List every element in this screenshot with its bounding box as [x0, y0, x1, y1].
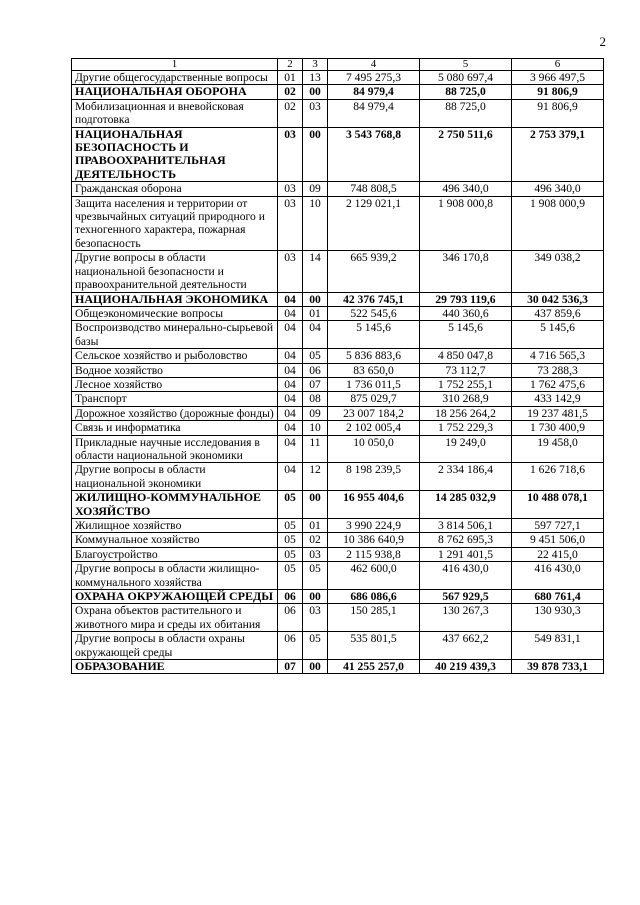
row-value-year1: 83 650,0	[328, 363, 420, 377]
row-value-year3: 1 762 475,6	[512, 377, 604, 391]
row-subsection-code: 07	[303, 377, 328, 391]
page-number: 2	[599, 34, 606, 49]
row-section-code: 05	[278, 562, 303, 590]
row-name: ЖИЛИЩНО-КОММУНАЛЬНОЕ ХОЗЯЙСТВО	[72, 491, 278, 519]
row-subsection-code: 10	[303, 421, 328, 435]
table-row	[72, 182, 604, 196]
row-section-code: 01	[278, 71, 303, 85]
row-value-year2: 18 256 264,2	[420, 406, 512, 420]
row-name: НАЦИОНАЛЬНАЯ БЕЗОПАСНОСТЬ И ПРАВООХРАНИТЕЛЬНАЯ ДЕЯТЕЛЬНОСТЬ	[72, 127, 278, 182]
row-value-year1: 84 979,4	[328, 85, 420, 99]
table-row	[72, 292, 604, 306]
row-section-code: 04	[278, 349, 303, 363]
table-row	[72, 71, 604, 85]
row-section-code: 05	[278, 491, 303, 519]
row-name: НАЦИОНАЛЬНАЯ ОБОРОНА	[72, 85, 278, 99]
row-subsection-code: 05	[303, 632, 328, 660]
row-section-code: 04	[278, 421, 303, 435]
table-row	[72, 349, 604, 363]
header-cell-2: 2	[278, 59, 303, 71]
budget-table	[71, 58, 604, 674]
row-section-code: 05	[278, 533, 303, 547]
row-subsection-code: 00	[303, 292, 328, 306]
row-section-code: 06	[278, 632, 303, 660]
table-row	[72, 85, 604, 99]
row-name: Другие вопросы в области национальной экономики	[72, 463, 278, 491]
table-row	[72, 406, 604, 420]
table-row	[72, 463, 604, 491]
row-value-year3: 3 966 497,5	[512, 71, 604, 85]
row-value-year2: 5 145,6	[420, 321, 512, 349]
row-value-year3: 19 458,0	[512, 435, 604, 463]
table-header-row	[72, 59, 604, 71]
row-section-code: 04	[278, 363, 303, 377]
row-value-year3: 416 430,0	[512, 562, 604, 590]
row-value-year3: 39 878 733,1	[512, 660, 604, 674]
row-value-year2: 310 268,9	[420, 392, 512, 406]
row-name: Другие общегосударственные вопросы	[72, 71, 278, 85]
row-name: НАЦИОНАЛЬНАЯ ЭКОНОМИКА	[72, 292, 278, 306]
table-row	[72, 306, 604, 320]
row-section-code: 07	[278, 660, 303, 674]
row-value-year3: 1 908 000,9	[512, 196, 604, 251]
row-value-year1: 665 939,2	[328, 251, 420, 292]
row-value-year2: 437 662,2	[420, 632, 512, 660]
row-subsection-code: 04	[303, 321, 328, 349]
table-row	[72, 632, 604, 660]
header-cell-1: 1	[72, 59, 278, 71]
row-section-code: 05	[278, 519, 303, 533]
row-section-code: 03	[278, 251, 303, 292]
header-cell-3: 3	[303, 59, 328, 71]
table-row	[72, 127, 604, 182]
row-subsection-code: 02	[303, 533, 328, 547]
row-name: Другие вопросы в области национальной безопасности и правоохранительной деятельности	[72, 251, 278, 292]
row-value-year1: 150 285,1	[328, 604, 420, 632]
table-row	[72, 377, 604, 391]
row-subsection-code: 00	[303, 590, 328, 604]
row-value-year2: 440 360,6	[420, 306, 512, 320]
row-value-year3: 680 761,4	[512, 590, 604, 604]
row-name: Воспроизводство минерально-сырьевой базы	[72, 321, 278, 349]
row-value-year1: 522 545,6	[328, 306, 420, 320]
table-row	[72, 392, 604, 406]
row-section-code: 02	[278, 99, 303, 127]
table-row	[72, 491, 604, 519]
row-name: Общеэкономические вопросы	[72, 306, 278, 320]
row-name: Другие вопросы в области охраны окружающей среды	[72, 632, 278, 660]
row-value-year3: 349 038,2	[512, 251, 604, 292]
row-value-year2: 14 285 032,9	[420, 491, 512, 519]
row-value-year1: 16 955 404,6	[328, 491, 420, 519]
header-cell-5: 5	[420, 59, 512, 71]
row-value-year1: 8 198 239,5	[328, 463, 420, 491]
table-row	[72, 363, 604, 377]
row-value-year1: 3 543 768,8	[328, 127, 420, 182]
row-value-year1: 10 386 640,9	[328, 533, 420, 547]
row-section-code: 06	[278, 590, 303, 604]
row-value-year3: 130 930,3	[512, 604, 604, 632]
row-section-code: 04	[278, 377, 303, 391]
row-value-year2: 1 752 255,1	[420, 377, 512, 391]
row-value-year3: 1 626 718,6	[512, 463, 604, 491]
row-value-year3: 19 237 481,5	[512, 406, 604, 420]
row-value-year2: 3 814 506,1	[420, 519, 512, 533]
row-name: Водное хозяйство	[72, 363, 278, 377]
row-section-code: 04	[278, 463, 303, 491]
row-value-year2: 567 929,5	[420, 590, 512, 604]
row-name: Сельское хозяйство и рыболовство	[72, 349, 278, 363]
row-section-code: 05	[278, 547, 303, 561]
row-value-year1: 2 102 005,4	[328, 421, 420, 435]
row-value-year2: 88 725,0	[420, 85, 512, 99]
row-name: ОХРАНА ОКРУЖАЮЩЕЙ СРЕДЫ	[72, 590, 278, 604]
row-value-year3: 433 142,9	[512, 392, 604, 406]
row-value-year1: 84 979,4	[328, 99, 420, 127]
row-value-year3: 10 488 078,1	[512, 491, 604, 519]
row-value-year1: 1 736 011,5	[328, 377, 420, 391]
row-section-code: 04	[278, 392, 303, 406]
row-name: Коммунальное хозяйство	[72, 533, 278, 547]
row-name: Благоустройство	[72, 547, 278, 561]
row-name: Прикладные научные исследования в области национальной экономики	[72, 435, 278, 463]
row-value-year2: 29 793 119,6	[420, 292, 512, 306]
header-cell-4: 4	[328, 59, 420, 71]
row-value-year1: 2 115 938,8	[328, 547, 420, 561]
row-subsection-code: 12	[303, 463, 328, 491]
row-value-year3: 91 806,9	[512, 85, 604, 99]
table-row	[72, 590, 604, 604]
row-subsection-code: 03	[303, 99, 328, 127]
header-cell-6: 6	[512, 59, 604, 71]
row-value-year2: 8 762 695,3	[420, 533, 512, 547]
row-value-year2: 346 170,8	[420, 251, 512, 292]
table-row	[72, 604, 604, 632]
row-name: Лесное хозяйство	[72, 377, 278, 391]
row-section-code: 02	[278, 85, 303, 99]
row-section-code: 04	[278, 321, 303, 349]
row-subsection-code: 09	[303, 406, 328, 420]
row-section-code: 04	[278, 292, 303, 306]
row-value-year1: 23 007 184,2	[328, 406, 420, 420]
row-section-code: 04	[278, 406, 303, 420]
row-value-year2: 88 725,0	[420, 99, 512, 127]
row-section-code: 06	[278, 604, 303, 632]
row-subsection-code: 14	[303, 251, 328, 292]
table-row	[72, 435, 604, 463]
row-value-year1: 875 029,7	[328, 392, 420, 406]
row-value-year3: 5 145,6	[512, 321, 604, 349]
row-value-year1: 41 255 257,0	[328, 660, 420, 674]
row-value-year1: 462 600,0	[328, 562, 420, 590]
row-value-year1: 42 376 745,1	[328, 292, 420, 306]
row-value-year3: 91 806,9	[512, 99, 604, 127]
row-value-year3: 2 753 379,1	[512, 127, 604, 182]
table-row	[72, 321, 604, 349]
row-value-year1: 535 801,5	[328, 632, 420, 660]
row-subsection-code: 00	[303, 660, 328, 674]
row-value-year2: 40 219 439,3	[420, 660, 512, 674]
row-value-year2: 5 080 697,4	[420, 71, 512, 85]
row-value-year1: 10 050,0	[328, 435, 420, 463]
row-section-code: 03	[278, 127, 303, 182]
row-value-year2: 2 750 511,6	[420, 127, 512, 182]
row-value-year1: 2 129 021,1	[328, 196, 420, 251]
row-name: ОБРАЗОВАНИЕ	[72, 660, 278, 674]
row-value-year3: 1 730 400,9	[512, 421, 604, 435]
table-row	[72, 660, 604, 674]
row-subsection-code: 10	[303, 196, 328, 251]
table-row	[72, 421, 604, 435]
row-subsection-code: 01	[303, 519, 328, 533]
row-value-year3: 22 415,0	[512, 547, 604, 561]
row-value-year2: 416 430,0	[420, 562, 512, 590]
row-value-year3: 437 859,6	[512, 306, 604, 320]
row-value-year3: 9 451 506,0	[512, 533, 604, 547]
table-row	[72, 251, 604, 292]
row-value-year1: 3 990 224,9	[328, 519, 420, 533]
row-name: Гражданская оборона	[72, 182, 278, 196]
row-name: Связь и информатика	[72, 421, 278, 435]
row-value-year2: 19 249,0	[420, 435, 512, 463]
row-value-year2: 1 752 229,3	[420, 421, 512, 435]
row-name: Мобилизационная и вневойсковая подготовка	[72, 99, 278, 127]
row-subsection-code: 09	[303, 182, 328, 196]
row-value-year1: 748 808,5	[328, 182, 420, 196]
row-subsection-code: 11	[303, 435, 328, 463]
table-row	[72, 99, 604, 127]
row-value-year3: 597 727,1	[512, 519, 604, 533]
table-row	[72, 533, 604, 547]
row-subsection-code: 05	[303, 562, 328, 590]
row-value-year2: 2 334 186,4	[420, 463, 512, 491]
row-value-year1: 7 495 275,3	[328, 71, 420, 85]
row-subsection-code: 03	[303, 547, 328, 561]
row-value-year2: 1 908 000,8	[420, 196, 512, 251]
row-name: Дорожное хозяйство (дорожные фонды)	[72, 406, 278, 420]
table-row	[72, 562, 604, 590]
row-value-year2: 4 850 047,8	[420, 349, 512, 363]
row-value-year1: 5 145,6	[328, 321, 420, 349]
row-subsection-code: 08	[303, 392, 328, 406]
row-value-year3: 30 042 536,3	[512, 292, 604, 306]
row-subsection-code: 05	[303, 349, 328, 363]
row-name: Транспорт	[72, 392, 278, 406]
row-section-code: 03	[278, 196, 303, 251]
row-value-year1: 5 836 883,6	[328, 349, 420, 363]
row-value-year3: 549 831,1	[512, 632, 604, 660]
row-subsection-code: 06	[303, 363, 328, 377]
row-value-year2: 496 340,0	[420, 182, 512, 196]
row-section-code: 04	[278, 306, 303, 320]
row-value-year3: 73 288,3	[512, 363, 604, 377]
row-subsection-code: 00	[303, 491, 328, 519]
row-value-year3: 4 716 565,3	[512, 349, 604, 363]
row-name: Защита населения и территории от чрезвычайных ситуаций природного и техногенного характера, пожарная безопасность	[72, 196, 278, 251]
row-subsection-code: 03	[303, 604, 328, 632]
row-subsection-code: 00	[303, 127, 328, 182]
row-subsection-code: 00	[303, 85, 328, 99]
row-name: Другие вопросы в области жилищно-коммунального хозяйства	[72, 562, 278, 590]
row-value-year3: 496 340,0	[512, 182, 604, 196]
table-row	[72, 196, 604, 251]
row-value-year1: 686 086,6	[328, 590, 420, 604]
row-name: Жилищное хозяйство	[72, 519, 278, 533]
row-subsection-code: 01	[303, 306, 328, 320]
table-row	[72, 547, 604, 561]
row-value-year2: 73 112,7	[420, 363, 512, 377]
row-name: Охрана объектов растительного и животного мира и среды их обитания	[72, 604, 278, 632]
row-value-year2: 1 291 401,5	[420, 547, 512, 561]
row-subsection-code: 13	[303, 71, 328, 85]
row-value-year2: 130 267,3	[420, 604, 512, 632]
table-row	[72, 519, 604, 533]
row-section-code: 04	[278, 435, 303, 463]
row-section-code: 03	[278, 182, 303, 196]
